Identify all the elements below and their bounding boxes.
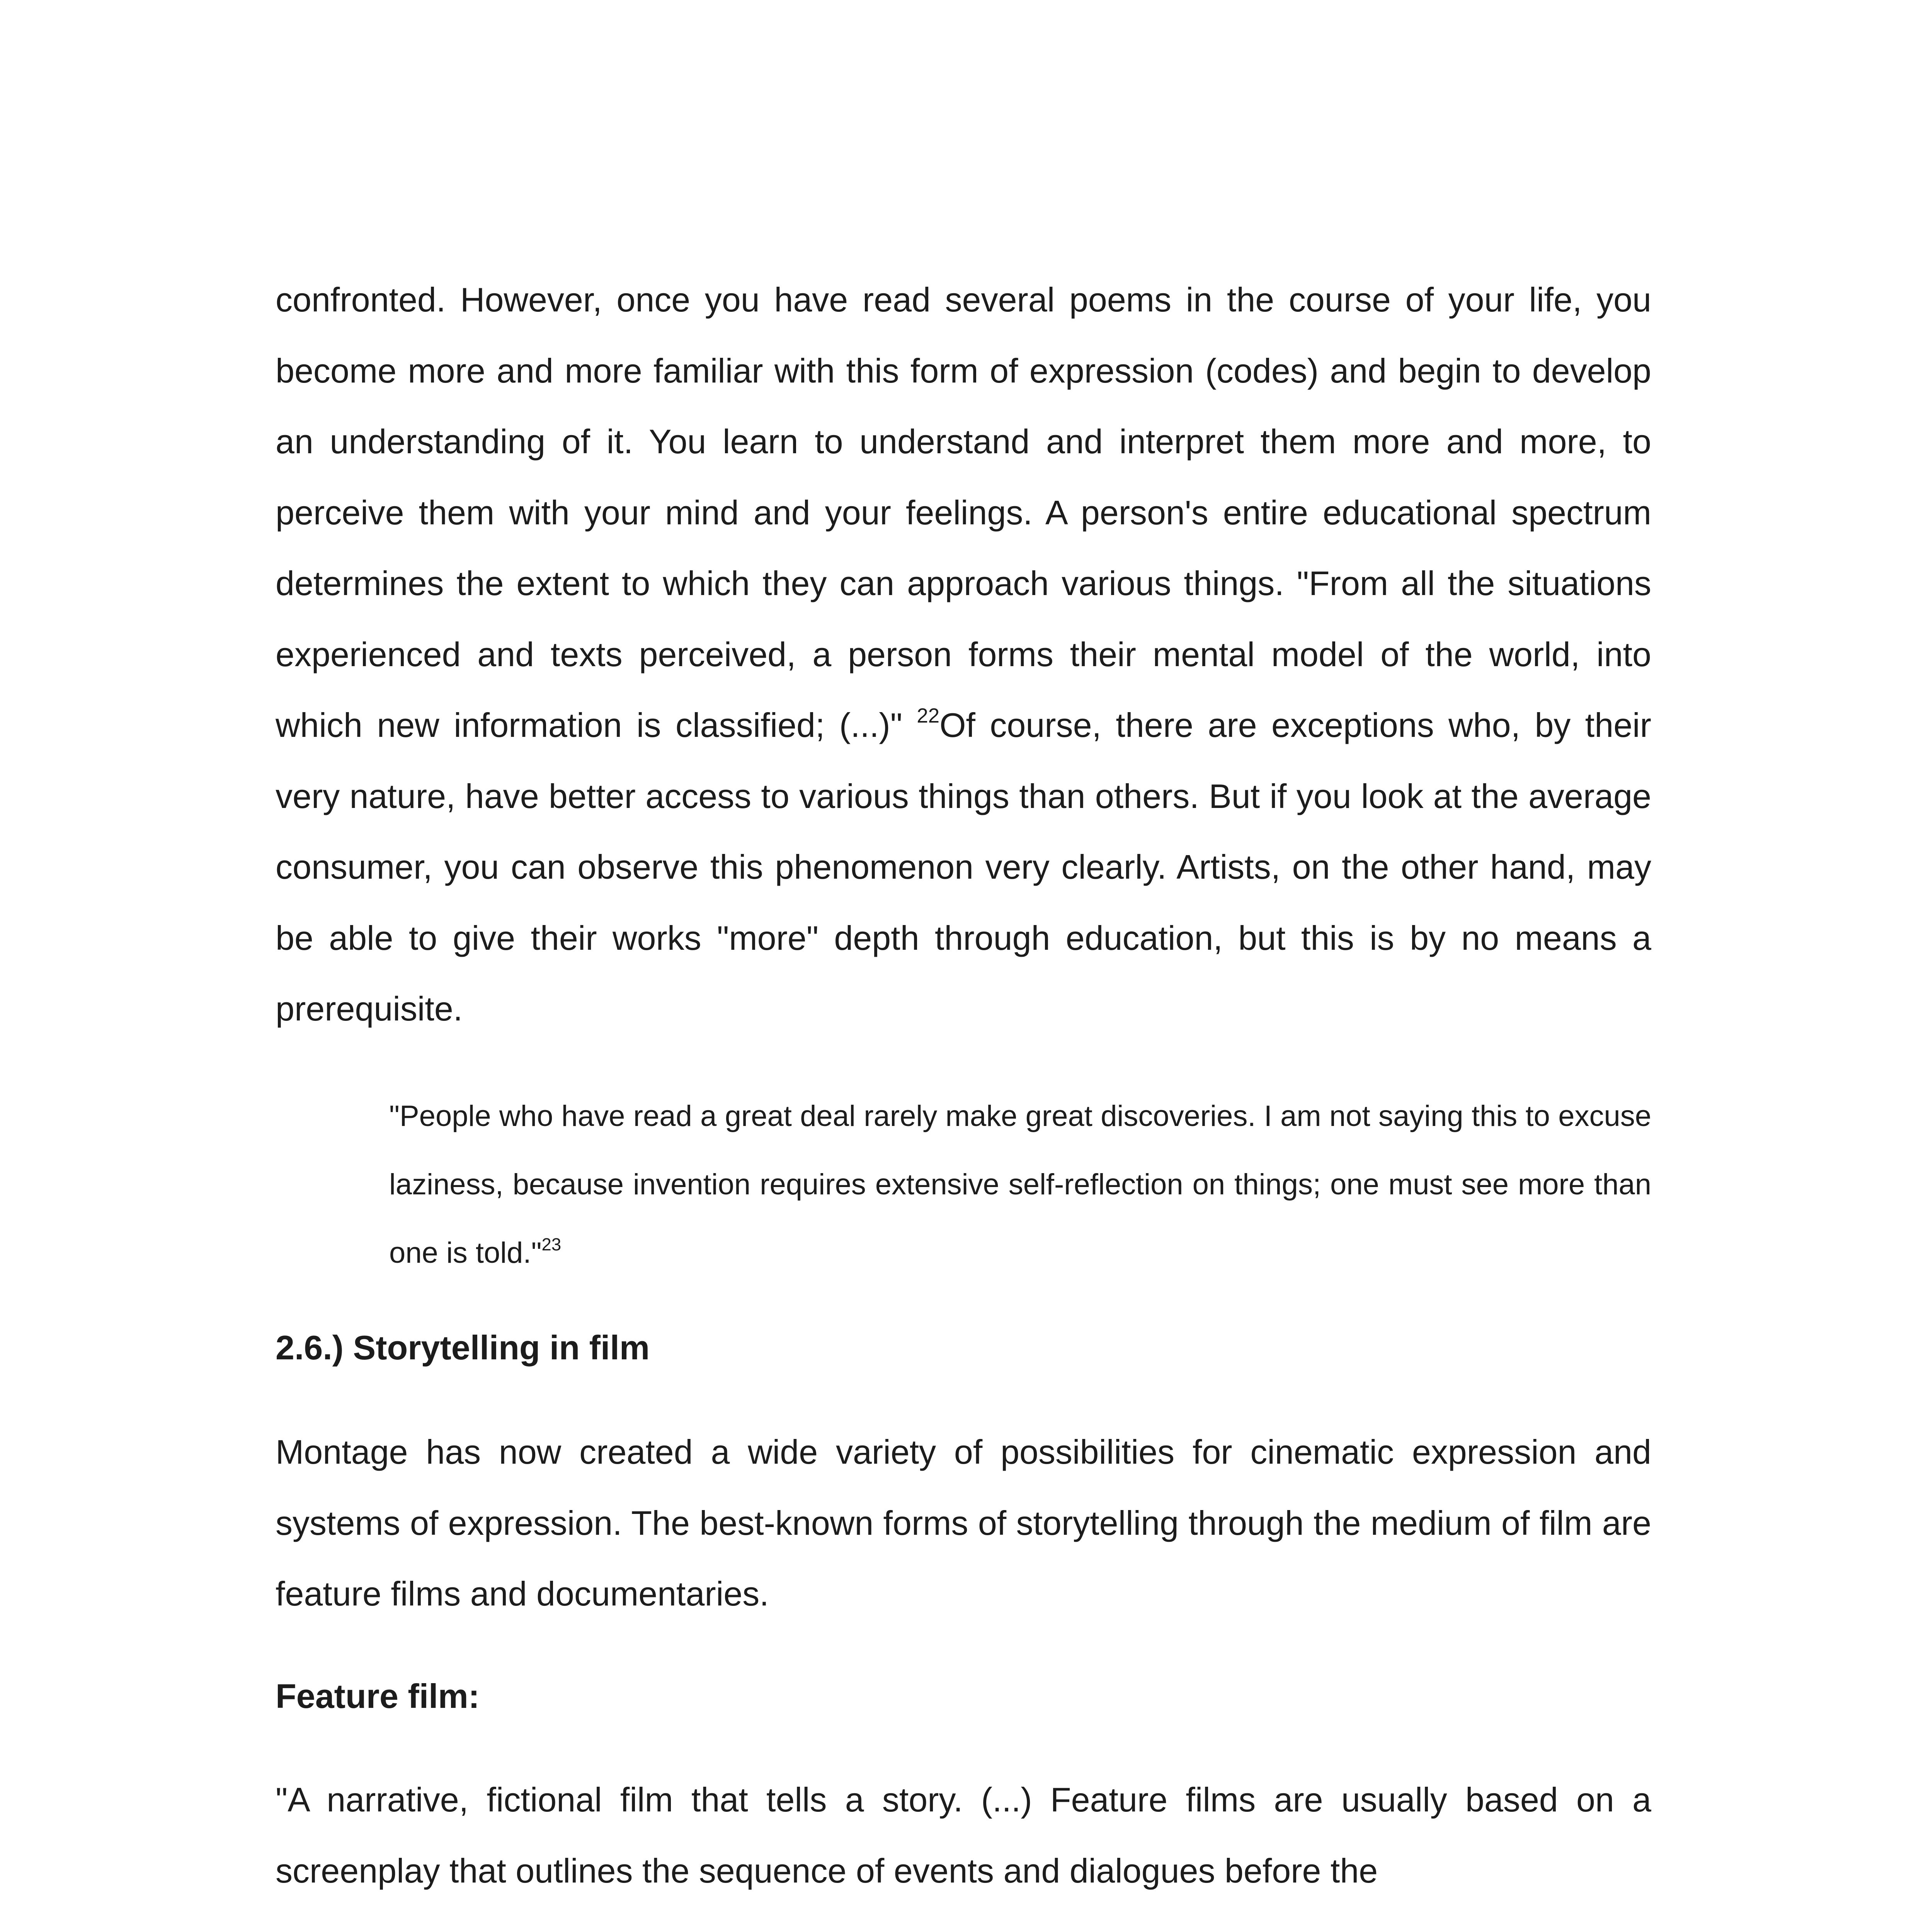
body-paragraph: Montage has now created a wide variety of possibilities for cinematic expression and systems of expression. The best-known forms of storytelling through the medium of film are feature films and documentaries. (276, 1433, 1651, 1613)
body-paragraph: "A narrative, fictional film that tells a story. (...) Feature films are usually based on a screenplay that outlines the sequence of events and dialogues before the (276, 1781, 1651, 1890)
paragraph-text-continued: Of course, there are exceptions who, by their very nature, have better access to various things than others. But if you look at the average consumer, you can observe this phenomenon very clearly. Artists, on the other hand, may be able to give their works "more" depth through education, but this is by no means a prerequisite. (276, 706, 1651, 1028)
block-quote-text: "People who have read a great deal rarely make great discoveries. I am not saying this to excuse laziness, because invention requires extensive self-reflection on things; one must see more than one is told." (389, 1100, 1651, 1269)
body-paragraph (276, 264, 1651, 1044)
subheading: Feature film: (276, 1677, 480, 1715)
paragraph-text: confronted. However, once you have read several poems in the course of your life, you become more and more familiar with this form of expression (codes) and begin to develop an understanding of it. You learn to understand and interpret them more and more, to perceive them with your mind and your feelings. A person's entire educational spectrum determines the extent to which they can approach various things. "From all the situations experienced and texts perceived, a person forms their mental model of the world, into which new information is classified; (...)" (276, 281, 1651, 744)
section-heading: 2.6.) Storytelling in film (276, 1328, 650, 1367)
footnote-reference: 23 (541, 1235, 562, 1255)
block-quote (389, 1082, 1651, 1287)
footnote-reference: 22 (917, 704, 940, 728)
